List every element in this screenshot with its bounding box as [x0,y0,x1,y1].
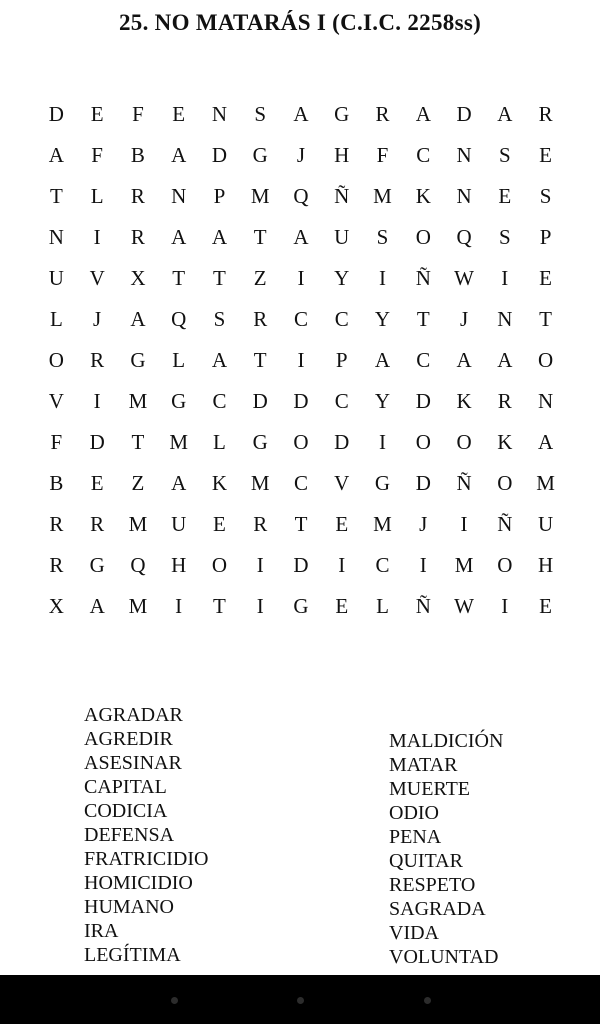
grid-cell: L [213,430,226,454]
grid-row [36,176,566,217]
grid-cell: K [497,430,513,454]
grid-cell: G [334,102,350,126]
grid-cell: D [415,389,431,413]
word-list-item: FRATRICIDIO [84,848,209,870]
grid-cell: O [415,430,431,454]
grid-cell: J [93,307,102,331]
grid-cell: F [91,143,103,167]
grid-cell: D [293,389,309,413]
grid-row [36,217,566,258]
word-list-item: VOLUNTAD [389,946,499,968]
word-list-item: ASESINAR [84,752,182,774]
grid-cell: R [130,225,145,249]
grid-cell: E [335,512,349,536]
grid-cell: D [48,102,64,126]
grid-cell: A [497,348,513,372]
grid-cell: A [497,102,513,126]
grid-cell: I [93,389,101,413]
grid-cell: I [501,266,509,290]
grid-cell: M [373,184,392,208]
grid-cell: F [50,430,63,454]
grid-cell: Q [130,553,146,577]
grid-cell: L [90,184,104,208]
grid-cell: T [172,266,186,290]
grid-cell: M [536,471,555,495]
grid-cell: A [89,594,105,618]
grid-cell: Ñ [415,594,431,618]
grid-cell: I [256,594,264,618]
grid-cell: N [48,225,64,249]
grid-cell: L [49,307,63,331]
grid-cell: N [497,307,513,331]
grid-cell: S [376,225,389,249]
grid-row [36,135,566,176]
grid-row [36,299,566,340]
grid-cell: M [373,512,392,536]
grid-cell: K [415,184,431,208]
grid-cell: Y [334,266,350,290]
grid-cell: G [252,143,268,167]
grid-cell: V [334,471,350,495]
grid-cell: O [211,553,228,577]
grid-cell: P [335,348,348,372]
grid-cell: S [254,102,267,126]
word-list-item: QUITAR [389,850,463,872]
grid-cell: C [212,389,227,413]
grid-cell: D [211,143,228,167]
word-list-item: ODIO [389,802,439,824]
grid-cell: J [459,307,469,331]
grid-cell: N [211,102,228,126]
grid-row [36,94,566,135]
grid-cell: I [338,553,346,577]
grid-cell: I [419,553,427,577]
word-search-grid [36,94,566,627]
grid-cell: C [334,307,349,331]
grid-cell: W [454,594,474,618]
grid-cell: F [132,102,144,126]
system-navigation-bar [0,975,600,1024]
grid-cell: V [89,266,105,290]
grid-cell: D [89,430,105,454]
home-icon[interactable] [297,997,304,1004]
grid-cell: I [297,266,305,290]
grid-cell: L [376,594,389,618]
grid-cell: M [169,430,189,454]
grid-cell: O [415,225,431,249]
grid-cell: A [415,102,431,126]
word-list-item: DEFENSA [84,824,175,846]
grid-cell: E [498,184,512,208]
grid-cell: Ñ [334,184,350,208]
grid-cell: A [48,143,64,167]
grid-cell: R [253,512,268,536]
page-title: 25. NO MATARÁS I (C.I.C. 2258ss) [118,10,482,35]
grid-cell: G [130,348,146,372]
grid-cell: T [131,430,145,454]
grid-cell: I [175,594,183,618]
back-icon[interactable] [171,997,178,1004]
grid-cell: U [171,512,187,536]
grid-cell: E [90,471,104,495]
word-list-item: HOMICIDIO [84,872,193,894]
grid-cell: T [253,225,267,249]
grid-cell: O [456,430,472,454]
grid-cell: F [376,143,389,167]
grid-cell: R [497,389,512,413]
grid-cell: D [456,102,472,126]
grid-cell: N [456,184,472,208]
word-list-item: RESPETO [389,874,476,896]
grid-row [36,545,566,586]
grid-cell: C [293,307,308,331]
grid-cell: I [501,594,509,618]
grid-cell: I [297,348,305,372]
word-list-item: PENA [389,826,442,848]
grid-cell: R [90,348,105,372]
word-list-left [84,703,208,967]
grid-cell: A [171,143,187,167]
grid-cell: M [250,184,270,208]
grid-cell: G [252,430,268,454]
word-list-item: CAPITAL [84,776,167,798]
word-list-item: HUMANO [84,896,174,918]
grid-cell: Y [374,307,391,331]
grid-cell: I [460,512,468,536]
grid-cell: X [130,266,146,290]
grid-cell: B [49,471,64,495]
grid-cell: A [374,348,391,372]
word-list-item: SAGRADA [389,898,486,920]
word-list-item: AGREDIR [84,728,173,750]
grid-cell: I [93,225,101,249]
grid-cell: U [537,512,554,536]
grid-cell: A [171,471,187,495]
grid-cell: T [539,307,552,331]
grid-cell: T [213,266,226,290]
word-list-right [389,729,503,969]
grid-cell: A [456,348,472,372]
grid-cell: R [90,512,105,536]
grid-cell: Ñ [415,266,431,290]
grid-cell: P [539,225,552,249]
grid-cell: U [48,266,64,290]
grid-cell: S [498,225,511,249]
grid-cell: I [379,266,386,290]
grid-cell: M [250,471,270,495]
word-list-item: CODICIA [84,800,168,822]
grid-cell: J [296,143,306,167]
word-list-item: IRA [84,920,119,942]
grid-cell: G [293,594,309,618]
grid-cell: A [211,348,228,372]
grid-cell: T [49,184,63,208]
grid-cell: N [537,389,554,413]
grid-cell: S [213,307,226,331]
grid-cell: Y [374,389,391,413]
grid-cell: R [375,102,390,126]
grid-cell: N [456,143,472,167]
grid-cell: D [252,389,268,413]
grid-cell: P [213,184,226,208]
grid-cell: S [498,143,511,167]
grid-cell: N [171,184,187,208]
grid-cell: D [415,471,431,495]
grid-cell: D [293,553,309,577]
grid-cell: T [294,512,308,536]
grid-cell: R [130,184,145,208]
grid-cell: W [454,266,474,290]
grid-cell: K [456,389,472,413]
grid-cell: Ñ [456,471,472,495]
grid-cell: M [128,512,148,536]
grid-cell: C [416,143,431,167]
grid-cell: Z [253,266,267,290]
grid-cell: H [537,553,554,577]
grid-cell: R [49,512,64,536]
grid-cell: A [293,102,309,126]
grid-cell: I [256,553,264,577]
grid-cell: O [497,471,513,495]
grid-cell: R [253,307,268,331]
grid-cell: Q [171,307,187,331]
grid-cell: E [172,102,186,126]
grid-cell: J [419,512,428,536]
grid-cell: L [172,348,186,372]
grid-cell: A [211,225,228,249]
word-list-item: VIDA [389,922,439,944]
grid-cell: O [537,348,554,372]
word-list-item: MATAR [389,754,458,776]
grid-cell: M [128,389,148,413]
grid-cell: B [130,143,145,167]
recent-apps-icon[interactable] [424,997,431,1004]
grid-cell: H [171,553,187,577]
word-list-item: AGRADAR [84,704,183,726]
grid-cell: T [213,594,226,618]
grid-cell: S [539,184,552,208]
grid-cell: T [416,307,430,331]
grid-cell: O [497,553,513,577]
grid-row [36,381,566,422]
grid-row [36,340,566,381]
grid-row [36,422,566,463]
grid-cell: D [334,430,350,454]
grid-row [36,463,566,504]
grid-cell: A [293,225,309,249]
grid-cell: M [454,553,474,577]
grid-cell: G [374,471,391,495]
grid-cell: Q [456,225,472,249]
grid-cell: T [253,348,267,372]
grid-cell: E [539,266,552,290]
grid-cell: C [375,553,390,577]
grid-cell: K [211,471,228,495]
grid-cell: A [171,225,187,249]
grid-cell: I [379,430,386,454]
grid-cell: E [539,594,552,618]
grid-cell: E [90,102,104,126]
grid-row [36,504,566,545]
grid-cell: H [334,143,350,167]
grid-cell: M [128,594,148,618]
grid-cell: G [89,553,105,577]
grid-cell: R [49,553,64,577]
grid-cell: C [293,471,308,495]
word-list-item: MUERTE [389,778,471,800]
grid-cell: X [48,594,64,618]
grid-cell: C [416,348,431,372]
grid-cell: A [130,307,146,331]
grid-cell: Z [131,471,145,495]
grid-cell: Ñ [497,512,513,536]
grid-cell: C [334,389,349,413]
word-list-item: LEGÍTIMA [84,944,181,966]
grid-cell: O [48,348,64,372]
word-list-item: MALDICIÓN [389,730,504,752]
grid-cell: R [538,102,553,126]
grid-cell: G [171,389,187,413]
grid-cell: V [48,389,64,413]
grid-cell: E [335,594,349,618]
grid-cell: E [539,143,552,167]
grid-row [36,586,566,627]
grid-cell: Q [293,184,309,208]
grid-cell: E [213,512,226,536]
grid-cell: O [293,430,309,454]
grid-cell: A [537,430,554,454]
grid-cell: U [334,225,350,249]
grid-row [36,258,566,299]
